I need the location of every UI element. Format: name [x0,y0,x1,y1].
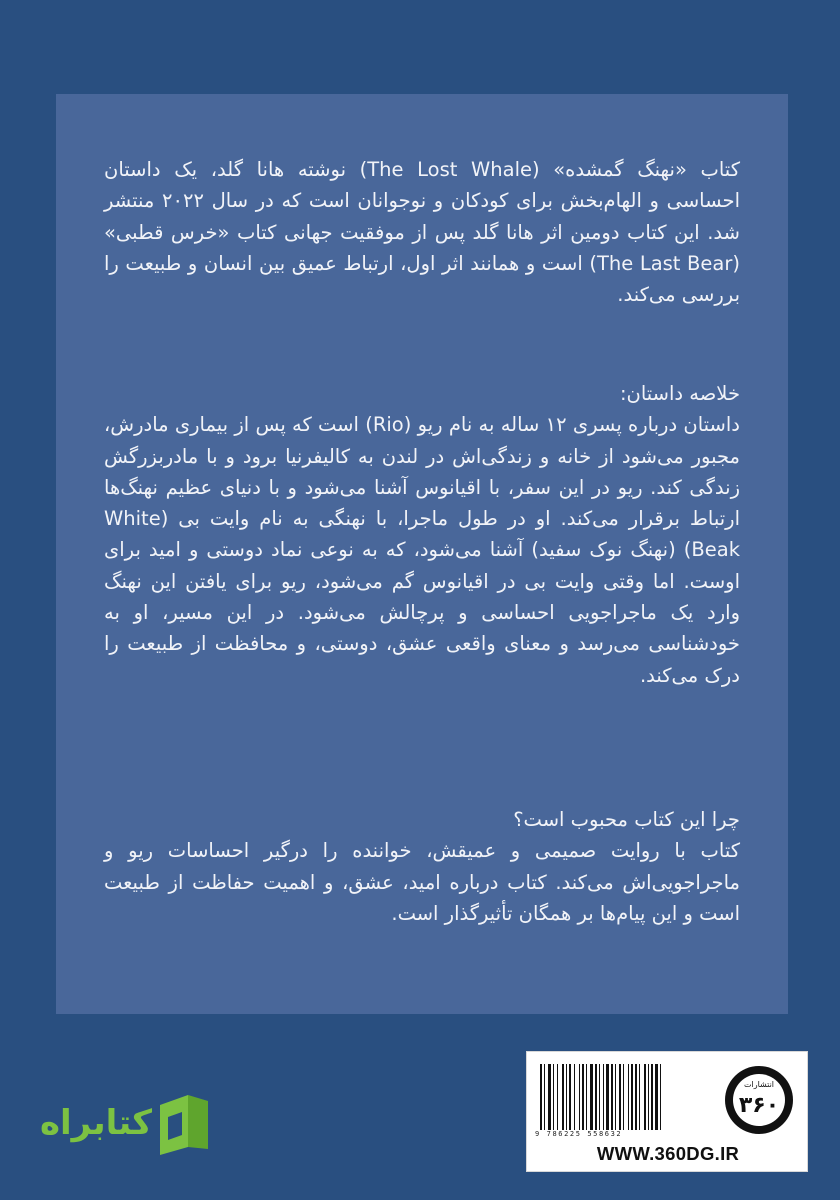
barcode-bar [655,1064,658,1130]
barcode-bar [648,1064,649,1130]
summary-text: داستان درباره پسری ۱۲ ساله به نام ریو (Rio) است که پس از بیماری مادرش، مجبور می‌شود از خانه و زندگی‌اش در لندن به کالیفرنیا برود و با مادربزرگش زندگی کند. ریو در این سفر، با اقیانوس آشنا می‌شود و با دنیای عظیم نهنگ‌ها ارتباط برقرار می‌کند. او در طول ماجرا، با نهنگی به نام وایت بی (White Beak) (نهنگ نوک سفید) آشنا می‌شود، که به نوعی نماد دوستی و امید برای اوست. اما وقتی وایت بی در اقیانوس گم می‌شود، ریو برای یافتن این نهنگ وارد یک ماجراجویی احساسی و پرچالش می‌شود. در این مسیر، او به خودشناسی می‌رسد و معنای واقعی عشق، دوستی، و محافظت از طبیعت را درک می‌کند. [104,413,740,687]
why-popular-text: کتاب با روایت صمیمی و عمیقش، خواننده را درگیر احساسات ریو و ماجراجویی‌اش می‌کند. کتاب درباره امید، عشق، و اهمیت حفاظت از طبیعت است و این پیام‌ها بر همگان تأثیرگذار است. [104,839,740,925]
why-popular-section [56,804,788,929]
barcode-bar [599,1064,600,1130]
publisher-barcode-box [526,1051,808,1172]
barcode-bar [628,1064,629,1130]
barcode-bar [606,1064,609,1130]
publisher-logo-icon [720,1062,798,1138]
barcode-bar [586,1064,587,1130]
intro-paragraph [56,154,788,310]
barcode-bar [660,1064,661,1130]
barcode-bar [644,1064,646,1130]
barcode-bar [635,1064,637,1130]
barcode-bar [544,1064,545,1130]
blurb-panel [56,94,788,1014]
barcode-bar [557,1064,558,1130]
ketabrah-logo [18,1091,218,1171]
barcode-bar [631,1064,633,1130]
barcode-bar [603,1064,604,1130]
barcode-bar [639,1064,640,1130]
barcode-bar [548,1064,551,1130]
barcode-bar [582,1064,584,1130]
barcode-bar [595,1064,597,1130]
barcode-bar [615,1064,616,1130]
isbn-number: 9 786225 558632 [535,1130,623,1138]
barcode-bar [579,1064,580,1130]
barcode-bar [569,1064,571,1130]
intro-text: کتاب «نهنگ گمشده» (The Lost Whale) نوشته هانا گلد، یک داستان احساسی و الهام‌بخش برای کودکان و نوجوانان است که در سال ۲۰۲۲ منتشر شد. این کتاب دومین اثر هانا گلد پس از موفقیت جهانی کتاب «خرس قطبی» (The Last Bear) است و همانند اثر اول، ارتباط عمیق بین انسان و طبیعت را بررسی می‌کند. [104,158,740,307]
publisher-logo-label: انتشارات [743,1080,775,1089]
summary-section [56,378,788,691]
barcode-bar [590,1064,593,1130]
publisher-website: WWW.360DG.IR [596,1143,740,1164]
barcode-bar [553,1064,554,1130]
barcode-bar [611,1064,613,1130]
barcode-bar [562,1064,564,1130]
brand-name: کتابراه [39,1103,152,1143]
summary-heading: خلاصه داستان: [619,382,740,405]
barcode-bar [651,1064,653,1130]
publisher-logo-number: ۳۶۰ [738,1093,780,1118]
barcode-bar [540,1064,542,1130]
barcode-bar [574,1064,575,1130]
barcode-bar [623,1064,624,1130]
isbn-barcode [538,1064,708,1130]
barcode-bar [566,1064,567,1130]
ketabrah-book-icon [154,1091,214,1157]
barcode-bar [619,1064,621,1130]
why-popular-heading: چرا این کتاب محبوب است؟ [513,808,740,831]
